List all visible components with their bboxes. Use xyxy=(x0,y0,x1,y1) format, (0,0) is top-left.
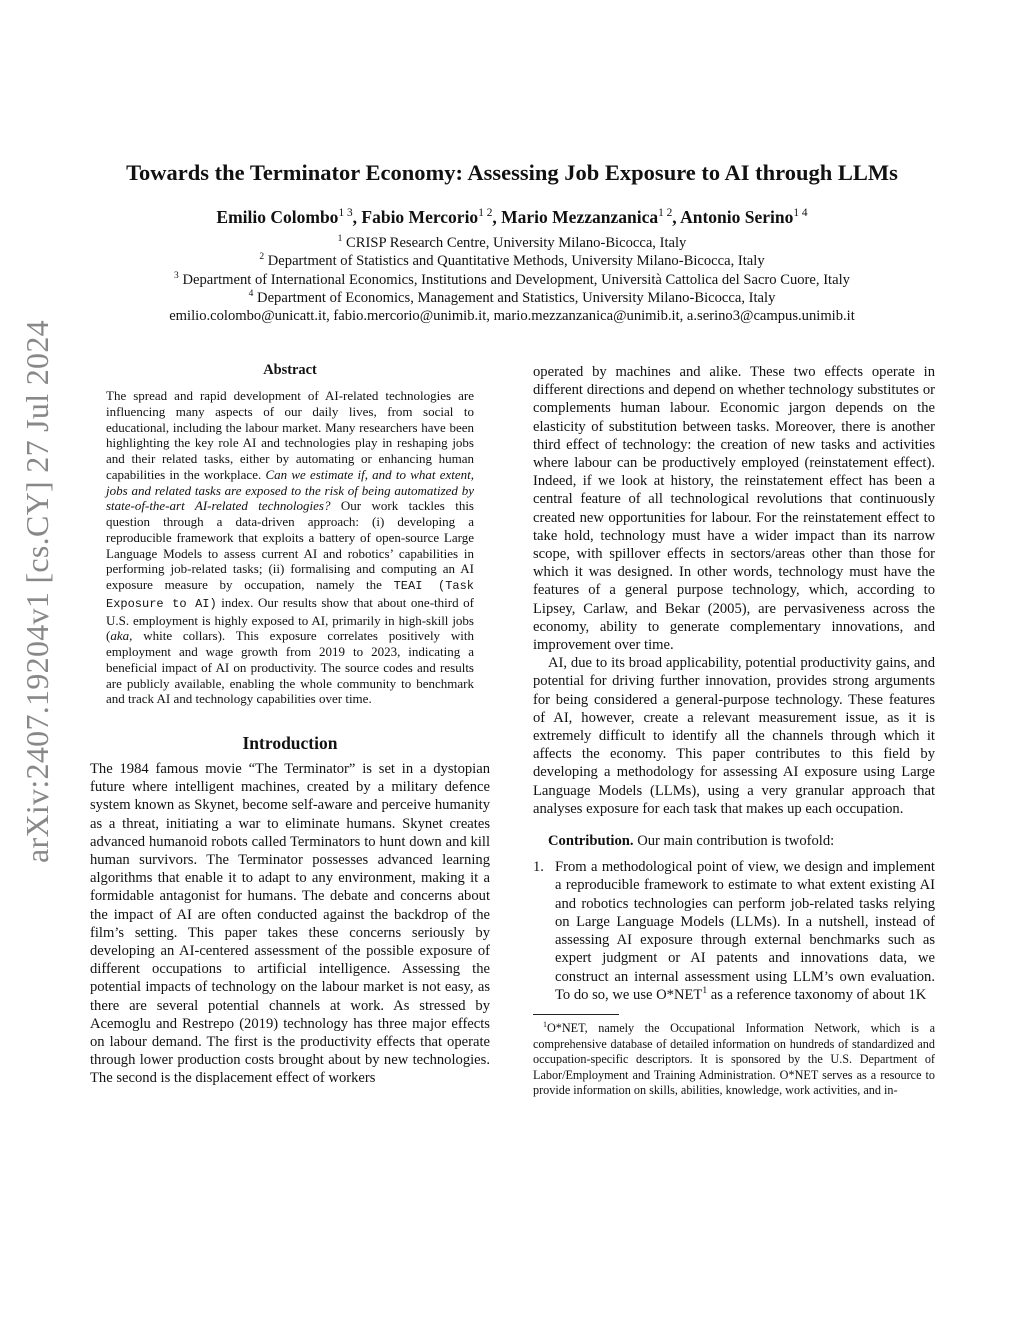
author-name: Mario Mezzanzanica xyxy=(501,207,659,227)
author-affiliation-marker: 1 2 xyxy=(658,207,673,220)
abstract-text: The spread and rapid development of AI-related technologies are influencing many aspects of our daily lives, from social to educational, including the labour market. Many researchers have been highlighting the key role AI and technologies play in reshaping jobs and their related tasks, either by automating or enhancing human capabilities in the workplace. Can we estimate if, and to what extent, jobs and related tasks are exposed to the risk of being automatized by state-of-the-art AI-related technologies? Our work tackles this question through a data-driven approach: (i) developing a reproducible framework that exploits a battery of open-source Large Language Models to assess current AI and robotics’ capabilities in performing job-related tasks; (ii) formalising and computing an AI exposure measure by occupation, namely the TEAI (Task Exposure to AI) index. Our results show that about one-third of U.S. employment is highly exposed to AI, primarily in high-skill jobs (aka, white collars). This exposure correlates positively with employment and wage growth from 2019 to 2023, indicating a beneficial impact of AI on productivity. The source codes and results are publicly available, enabling the whole community to benchmark and track AI and technology capabilities over time. xyxy=(106,388,475,707)
footnote-ref: 1 xyxy=(702,985,708,996)
introduction-heading: Introduction xyxy=(242,733,338,753)
footnote: $^1$O*NET, namely the Occupational Information Network, which is a comprehensive database of detailed information on hundreds of standardized and occupation-specific descriptors. It is sponsored by the U.S. Department of Labor/Employment and Training Administration. O*NET serves as a resource to provide information on skills, abilities, knowledge, work activities, and in- xyxy=(533,1019,935,1098)
affiliation-line: $^3$ Department of International Economics, Institutions and Development, Università Cattolica del Sacro Cuore, Italy xyxy=(174,270,850,288)
author-affiliation-marker: 1 4 xyxy=(793,207,808,220)
list-number: 1. xyxy=(533,859,544,876)
abstract-heading: Abstract xyxy=(263,362,317,378)
paper-title: Towards the Terminator Economy: Assessing Job Exposure to AI through LLMs xyxy=(126,160,898,185)
author-affiliation-marker: 1 3 xyxy=(338,207,353,220)
right-column xyxy=(533,363,935,1099)
affiliation-line: $^1$ CRISP Research Centre, University Milano-Bicocca, Italy xyxy=(337,234,687,251)
arxiv-identifier: arXiv:2407.19204v1 [cs.CY] 27 Jul 2024 xyxy=(19,320,55,863)
author-name: Emilio Colombo xyxy=(216,207,339,227)
author-name: Antonio Serino xyxy=(680,207,794,227)
research-question: Can we estimate if, and to what extent, jobs and related tasks are exposed to the risk of being automatized by state-of-the-art AI-related technologies? xyxy=(106,466,474,514)
introduction-paragraph: The 1984 famous movie “The Terminator” is set in a dystopian future where intelligent machines, created by a military defence system known as Skynet, become self-aware and perceive humanity as a threat, initiating a war to eliminate humans. Skynet creates advanced humanoid robots called Terminators to hunt down and kill human survivors. The Terminator possesses advanced learning algorithms that enable it to adapt to any environment, making it a formidable antagonist for humans. The debate and concerns about the impact of AI are often conducted against the backdrop of the film’s setting. This paper takes these concerns seriously by developing an AI-centered assessment of the possible exposure of different occupations to artificial intelligence. Assessing the potential impacts of technology on the labour market is not easy, as there are several potential channels at work. As stressed by Acemoglu and Restrepo (2019) technology has three major effects on labour demand. The first is the productivity effects that operate through lower production costs brought about by new technologies. The second is the displacement effect of workers xyxy=(90,761,490,1087)
affiliation-line: $^4$ Department of Economics, Management and Statistics, University Milano-Bicocca, Italy xyxy=(248,289,776,306)
contribution-label: Contribution. xyxy=(548,833,634,850)
affiliation-line: $^2$ Department of Statistics and Quantitative Methods, University Milano-Bicocca, Italy xyxy=(259,252,765,270)
body-paragraph: operated by machines and alike. These two effects operate in different directions and depend on whether technology substitutes or complements human labour. Economic jargon depends on the elasticity of substitution between tasks. Moreover, there is another third effect of technology: the creation of new tasks and activities where labour can be productively employed (reinstatement effect). Indeed, if we look at history, the reinstatement effect has been a central feature of all technological revolutions that continuously created new opportunities for labour. For the reinstatement effect to take hold, technology must have a wider impact than its narrow scope, with spillover effects in sectors/areas other than those for which it was designed. In other words, technology must have the features of a general purpose technology, which, according to Lipsey, Carlaw, and Bekar (2005), are pervasiveness across the economy, ability to generate complementary innovations, and improvement over time. xyxy=(533,364,935,654)
affiliation-block xyxy=(60,234,964,325)
left-column xyxy=(90,362,490,1088)
contribution-paragraph: Contribution. Our main contribution is twofold: xyxy=(548,833,835,850)
list-item: 1. From a methodological point of view, we design and implement a reproducible framework to estimate to what extent existing AI and robotics technologies can perform job-related tasks relying on Large Language Models (LLMs). In a nutshell, instead of assessing AI exposure through external benchmarks such as expert judgment or AI patents and innovations data, we construct an internal assessment using LLM’s own evaluation. To do so, we use O*NET$^1$ as a reference taxonomy of about 1K xyxy=(533,859,935,1003)
author-name: Fabio Mercorio xyxy=(361,207,479,227)
footnote-divider xyxy=(533,1014,619,1015)
body-paragraph: AI, due to its broad applicability, potential productivity gains, and potential for driving further innovation, provides strong arguments for being considered a general-purpose technology. These features of AI, however, create a relevant measurement issue, as it is extremely difficult to identify all the channels through which it affects the economy. This paper contributes to this field by developing a methodology for assessing AI exposure using Large Language Models (LLMs), using a very granular approach that analyses exposure for each task that makes up each occupation. xyxy=(533,655,935,817)
author-affiliation-marker: 1 2 xyxy=(478,207,493,220)
author-emails: emilio.colombo@unicatt.it, fabio.mercorio@unimib.it, mario.mezzanzanica@unimib.it, a.serino3@campus.unimib.it xyxy=(169,308,855,325)
teai-index-name: TEAI (Task Exposure to AI) xyxy=(106,579,475,611)
author-list: Emilio Colombo$^{1 3}$, Fabio Mercorio$^{1 2}$, Mario Mezzanzanica$^{1 2}$, Antonio Serino$^{1 4}$ xyxy=(216,207,808,227)
